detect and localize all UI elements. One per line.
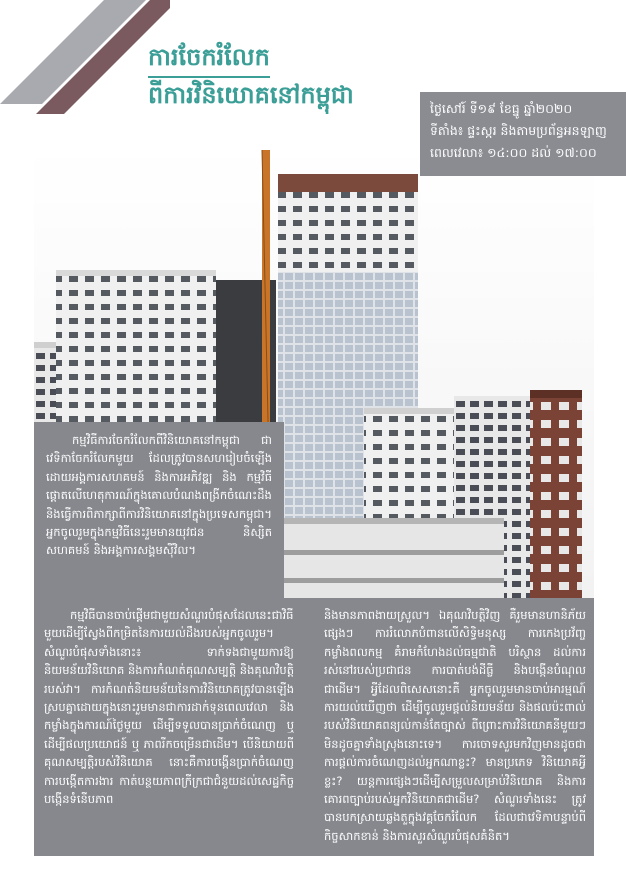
event-date: ថ្ងៃសៅរ៍ ទី១៩ ខែធ្នូ ឆ្នាំ២០២០: [430, 101, 573, 116]
body-paragraph-left: កម្មវិធីបានចាប់ផ្ដើមជាមួយសំណួរបំផុសដែលនេះជាវិធីមួយដើម្បីស្វែងពីកម្រិតនៃការយល់ដឹងរបស់អ្នកចូលរួម។ សំណួរបំផុសទាំងនោះ៖ ទាក់ទងជាមួយការឱ្យនិយមន័យវិនិយោគ និងការកំណត់គុណសម្បត្តិ និងគុណវិបត្តិរបស់វា។ ការកំណត់និយមន័យនៃការវិនិយោគត្រូវបានឡើងស្របគ្នាដោយក្នុងនោះរួមមានជាការដាក់ទុនពេលវេលា និងកម្លាំងក្នុងការណ៍ថ្ងៃមួយ ដើម្បីទទួលបានប្រាក់ចំណេញ ឬ ដើម្បីផលប្រយោជន៍ ឬ ភាពរីកចម្រើនជាដើម។ បើនិយាយពីគុណសម្បត្តិរបស់វិនិយោគ នោះគឺការបង្កើនប្រាក់ចំណេញ ការបង្កើតការងារ កាត់បន្ថយភាពក្រីក្រជាជំនួយដល់សេដ្ឋកិច្ច បង្កើនទំនើបភាព: [44, 608, 294, 807]
body-column-left: [44, 606, 294, 850]
body-column-right: [324, 606, 586, 850]
intro-panel: [34, 422, 284, 600]
decorative-stripes: [0, 0, 170, 120]
body-panel: [34, 598, 594, 856]
event-time: ពេលវេលា៖ ១៤:០០ ដល់ ១៧:០០: [430, 145, 597, 160]
event-location: ទីតាំង៖ ផ្ទះស្ករ និងតាមប្រព័ន្ធអនឡាញ: [430, 123, 607, 138]
body-paragraph-right: និងមានភាពងាយស្រួល។ ឯគុណវិបត្តិវិញ គឺរួមមានហានិភ័យផ្សេងៗ ការរំលោភបំពានលើសិទ្ធិមនុស្ស ការកេងប្រវ័ញ្ចកម្លាំងពលកម្ម គំរាមកំហែងដល់ធម្មជាតិ បរិស្ថាន ដល់ការរស់នៅរបស់ប្រជាជន ការបាត់បង់ដីធ្លី និងបង្កើនបំណុលជាដើម។ អ្វីដែលពិសេសនោះគឺ អ្នកចូលរួមមានចាប់អារម្មណ៍ការយល់ឃើញថា ដើម្បីចូលរួមផ្ដល់និយមន័យ និងផលប៉ះពាល់របស់វិនិយោគពន្យល់កាន់តែច្បាស់ ពីព្រោះការវិនិយោគនីមួយៗ មិនដូចគ្នាទាំងស្រុងនោះទេ។ ការចោទសួរមកវិញមានដូចជា ការផ្ដល់ការចំណេញដល់អ្នកណាខ្លះ? មានប្រភេទ វិនិយោគអ្វីខ្លះ? យន្តការផ្សេងៗដើម្បីសម្រួលសម្រាប់វិនិយោគ និងការគោរពច្បាប់របស់អ្នកវិនិយោគជាដើម? សំណួរទាំងនេះ ត្រូវបានបកស្រាយឆ្លងតួក្នុងវគ្គចែករំលែក ដែលជាវេទិកាបន្ទាប់ពីកិច្ចសាកខាន់ និងការសួរសំណួរបំផុសគំនិត។: [324, 608, 586, 843]
title-line-2: ពីការវិនិយោគនៅកម្ពុជា: [148, 81, 354, 109]
intro-paragraph: កម្មវិធីការចែករំលែកពីវិនិយោគនៅកម្ពុជា ជាវេទិកាចែករំលែកមួយ ដែលត្រូវបានសហរៀបចំឡើងដោយអង្គការសហគមន៍ និងការអភិវឌ្ឍ និង កម្មវិធីផ្ដោតលើហេតុការណ៍ក្នុងគោលបំណងពង្រីកចំណេះដឹង និងធ្វើការពិភាក្សាពីការវិនិយោគនៅក្នុងប្រទេសកម្ពុជា។ អ្នកចូលរួមក្នុងកម្មវិធីនេះរួមមានយុវជន និស្សិត សហគមន៍ និងអង្គការសង្គមស៊ីវិល។: [46, 433, 272, 558]
page-title: [148, 40, 448, 112]
title-line-1: ការចែករំលែក: [148, 40, 270, 78]
event-info-box: [420, 92, 626, 176]
